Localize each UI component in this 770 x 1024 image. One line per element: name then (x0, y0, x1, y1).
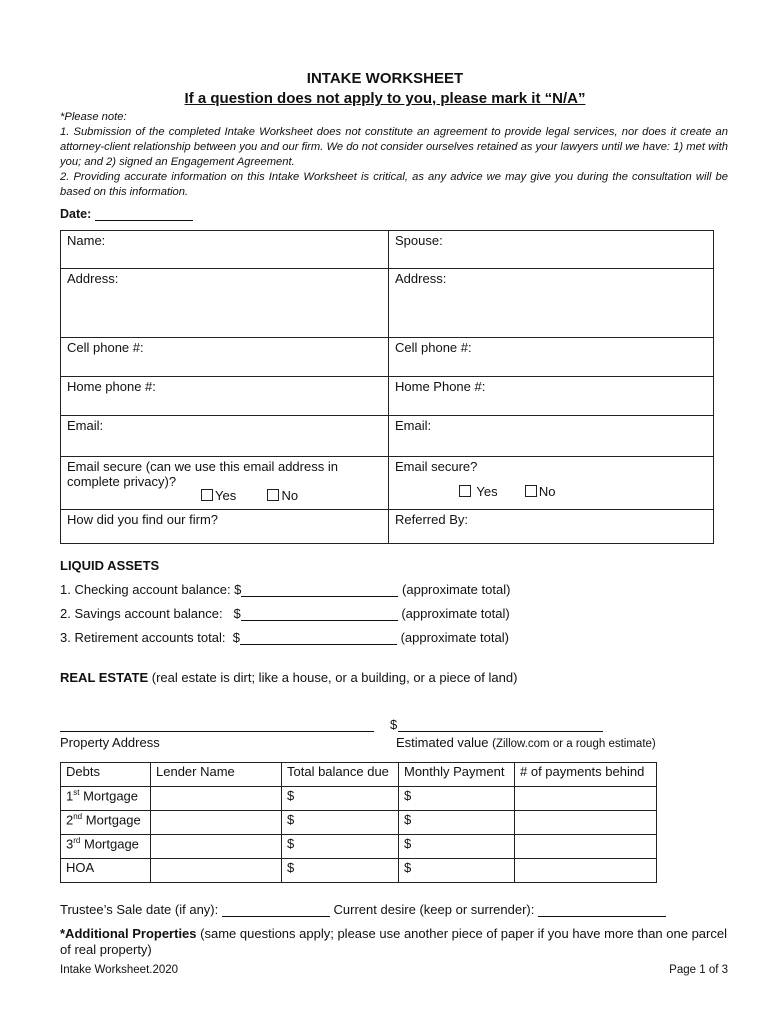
savings-suffix: (approximate total) (401, 606, 510, 621)
email-secure-right-options (395, 485, 707, 499)
cell-left-cell[interactable] (61, 338, 389, 377)
cell-right-cell[interactable] (389, 338, 714, 377)
no-label-left: No (281, 488, 299, 503)
yes-label-right: Yes (476, 484, 498, 499)
debts-header-cell: Debts (61, 763, 151, 787)
behind-cell[interactable] (515, 811, 657, 835)
monthly-cell[interactable] (399, 859, 515, 883)
estimated-dollar: $ (390, 717, 398, 732)
trustee-sale-label: Trustee’s Sale date (if any): (60, 902, 219, 917)
date-label: Date: (60, 207, 92, 221)
address-right-cell[interactable] (389, 269, 714, 338)
behind-cell[interactable] (515, 859, 657, 883)
no-checkbox-left[interactable] (267, 489, 279, 501)
debt-label: HOA (66, 860, 95, 875)
monthly-cell[interactable] (399, 835, 515, 859)
email-secure-right-label: Email secure? (395, 459, 478, 474)
lender-cell[interactable] (151, 859, 282, 883)
home-left-label: Home phone #: (67, 379, 156, 394)
name-label: Name: (67, 233, 106, 248)
checking-input-line[interactable] (241, 584, 398, 597)
home-right-label: Home Phone #: (395, 379, 486, 394)
home-right-cell[interactable] (389, 377, 714, 416)
savings-input-line[interactable] (241, 608, 398, 621)
behind-cell[interactable] (515, 835, 657, 859)
client-info-table (60, 230, 714, 544)
monthly-cell[interactable] (399, 787, 515, 811)
find-firm-label: How did you find our firm? (67, 512, 219, 527)
savings-label: 2. Savings account balance: $ (60, 606, 241, 621)
note-2: 2. Providing accurate information on this Intake Worksheet is critical, as any advice we may give you during the consultation will be based on this information. (60, 171, 728, 198)
debt-label-cell (61, 787, 151, 811)
total-cell[interactable] (282, 811, 399, 835)
yes-label-left: Yes (215, 488, 237, 503)
checking-label: 1. Checking account balance: $ (60, 582, 242, 597)
cell-right-label: Cell phone #: (395, 340, 472, 355)
lender-cell[interactable] (151, 811, 282, 835)
table-row (61, 811, 657, 835)
debt-num: 1 (66, 788, 74, 804)
total-cell[interactable] (282, 835, 399, 859)
spouse-label: Spouse: (395, 233, 443, 248)
email-right-cell[interactable] (389, 416, 714, 457)
cell-left-label: Cell phone #: (67, 340, 144, 355)
debt-label-cell (61, 811, 151, 835)
debts-table (60, 762, 657, 883)
checking-row (60, 582, 510, 597)
estimated-value-label: Estimated value (396, 735, 489, 750)
real-estate-description: (real estate is dirt; like a house, or a building, or a piece of land) (151, 670, 518, 685)
lender-cell[interactable] (151, 835, 282, 859)
real-estate-heading-row (60, 670, 517, 685)
additional-text: (same questions apply; please use another piece of paper if you have more than one parcel of real property) (60, 926, 727, 957)
monthly-dollar: $ (404, 788, 412, 803)
total-dollar: $ (287, 788, 295, 803)
total-cell[interactable] (282, 859, 399, 883)
property-address-line[interactable] (60, 731, 374, 732)
lender-cell[interactable] (151, 787, 282, 811)
debt-num: 3 (66, 836, 74, 852)
note-1: 1. Submission of the completed Intake Worksheet does not constitute an agreement to provide legal services, nor does it create an attorney-client relationship between you and our firm. We do not consider ourselves retained as your lawyers until we have: 1) met with you; and 2) signed an Engagement Agreement. (60, 126, 728, 168)
debt-ordinal: rd (73, 836, 81, 845)
email-secure-left-label: Email secure (can we use this email address in complete privacy)? (67, 459, 338, 489)
spouse-cell[interactable] (389, 231, 714, 269)
current-desire-label: Current desire (keep or surrender): (333, 902, 535, 917)
liquid-assets-heading: LIQUID ASSETS (60, 558, 160, 573)
no-checkbox-right[interactable] (525, 485, 537, 497)
additional-heading: *Additional Properties (60, 926, 197, 941)
monthly-cell[interactable] (399, 811, 515, 835)
email-secure-left-options (67, 489, 382, 503)
date-field[interactable] (60, 207, 193, 221)
retirement-suffix: (approximate total) (400, 630, 509, 645)
notes-block (60, 110, 728, 200)
yes-checkbox-left[interactable] (201, 489, 213, 501)
retirement-input-line[interactable] (240, 632, 397, 645)
find-firm-cell[interactable] (61, 510, 389, 544)
retirement-row (60, 630, 509, 645)
referred-by-label: Referred By: (395, 512, 468, 527)
notes-heading: *Please note: (60, 111, 127, 123)
address-left-cell[interactable] (61, 269, 389, 338)
trustee-sale-line[interactable] (222, 904, 330, 917)
monthly-dollar: $ (404, 836, 412, 851)
debt-label: Mortgage (83, 836, 139, 852)
lender-header-cell: Lender Name (151, 763, 282, 787)
estimated-value-row (396, 735, 656, 750)
total-dollar: $ (287, 860, 295, 875)
referred-by-cell[interactable] (389, 510, 714, 544)
estimated-value-line[interactable] (398, 731, 603, 732)
address-left-label: Address: (67, 271, 119, 286)
debt-label: Mortgage (85, 812, 141, 828)
email-left-label: Email: (67, 418, 104, 433)
real-estate-heading: REAL ESTATE (60, 670, 149, 685)
debt-label-cell (61, 835, 151, 859)
email-right-label: Email: (395, 418, 432, 433)
debt-ordinal: nd (73, 812, 83, 821)
table-row (61, 859, 657, 883)
page-subtitle: If a question does not apply to you, please mark it “N/A” (184, 90, 586, 107)
total-dollar: $ (287, 836, 295, 851)
name-cell[interactable] (61, 231, 389, 269)
estimated-value-note: (Zillow.com or a rough estimate) (492, 738, 656, 750)
no-label-right: No (538, 484, 556, 499)
current-desire-line[interactable] (538, 904, 666, 917)
page-title: INTAKE WORKSHEET (306, 70, 464, 87)
debt-num: 2 (66, 812, 74, 828)
yes-checkbox-right[interactable] (459, 485, 471, 497)
table-row (61, 787, 657, 811)
savings-row (60, 606, 510, 621)
retirement-label: 3. Retirement accounts total: $ (60, 630, 240, 645)
footer-page-number: Page 1 of 3 (669, 964, 728, 976)
monthly-header-cell: Monthly Payment (399, 763, 515, 787)
email-left-cell[interactable] (61, 416, 389, 457)
home-left-cell[interactable] (61, 377, 389, 416)
address-right-label: Address: (395, 271, 447, 286)
behind-header-cell: # of payments behind (515, 763, 657, 787)
total-dollar: $ (287, 812, 295, 827)
date-line[interactable] (95, 209, 193, 221)
table-row (61, 835, 657, 859)
debt-ordinal: st (73, 788, 80, 797)
behind-cell[interactable] (515, 787, 657, 811)
total-cell[interactable] (282, 787, 399, 811)
checking-suffix: (approximate total) (402, 582, 511, 597)
property-address-label: Property Address (60, 735, 160, 750)
email-secure-left-cell (61, 457, 389, 510)
email-secure-right-cell (389, 457, 714, 510)
debt-label: Mortgage (83, 788, 139, 804)
debt-label-cell (61, 859, 151, 883)
footer-doc-name: Intake Worksheet.2020 (60, 964, 179, 976)
additional-properties (60, 926, 732, 958)
monthly-dollar: $ (404, 812, 412, 827)
monthly-dollar: $ (404, 860, 412, 875)
trustee-row (60, 902, 666, 917)
debts-header-row (61, 763, 657, 787)
total-header-cell: Total balance due (282, 763, 399, 787)
